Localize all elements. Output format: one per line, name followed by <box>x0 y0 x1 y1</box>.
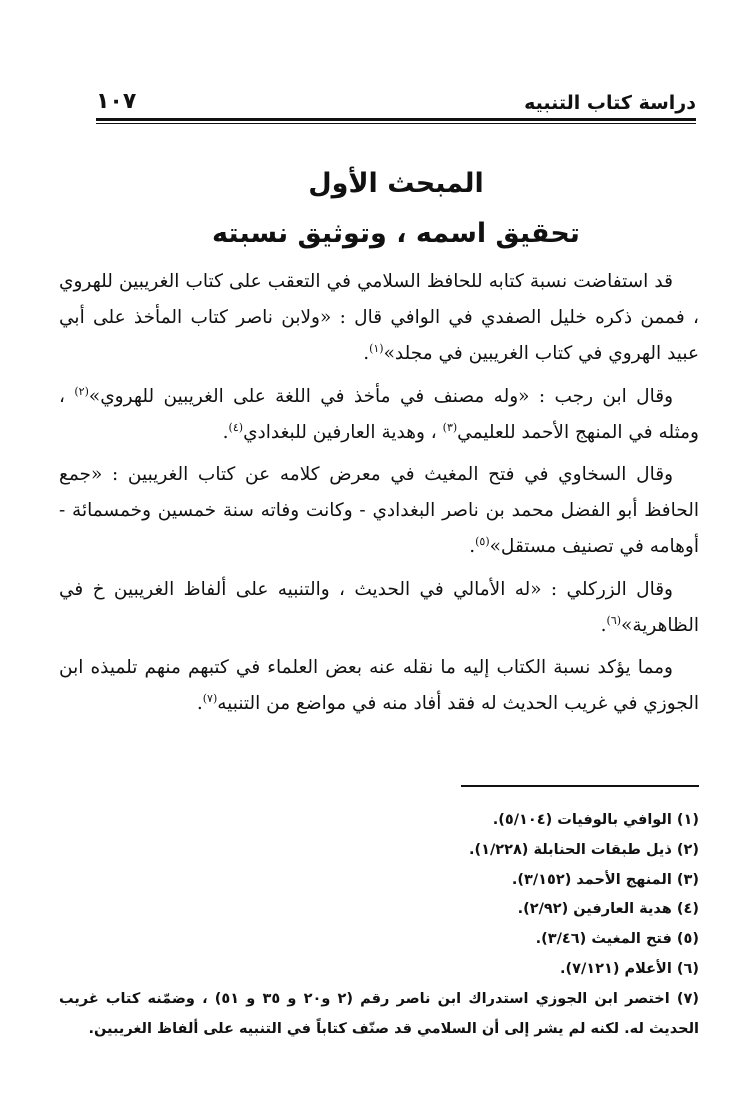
paragraph <box>59 572 699 644</box>
paragraph-tail: ، وهدية العارفين للبغدادي <box>243 421 443 443</box>
footnotes <box>59 806 699 1044</box>
footnote: (٦) الأعلام (٧/١٢١). <box>559 960 699 977</box>
paragraph <box>59 264 699 373</box>
footnote-ref: (٦) <box>606 613 622 627</box>
paragraph-text: وقال ابن رجب : «وله مصنف في مأخذ في اللغة على الغريبين للهروي» <box>88 385 673 407</box>
paragraph-tail: . <box>363 343 370 365</box>
paragraph-text: قد استفاضت نسبة كتابه للحافظ السلامي في التعقب على كتاب الغريبين للهروي ، فممن ذكره خليل الصفدي في الوافي قال : «ولابن ناصر كتاب المأخذ على أبي عبيد الهروي في كتاب الغريبين في مجلد» <box>59 271 699 365</box>
paragraph-text: وقال السخاوي في فتح المغيث في معرض كلامه عن كتاب الغريبين : «جمع الحافظ أبو الفضل محمد بن ناصر البغدادي - وكانت وفاته سنة خمسين وخمسمائة - أوهامه في تصنيف مستقل» <box>59 464 699 558</box>
header-rule-thin <box>96 123 696 124</box>
footnote: (١) الوافي بالوفيات (٥/١٠٤). <box>492 812 699 828</box>
page-number: ١٠٧ <box>96 89 137 114</box>
footnote-separator <box>461 785 699 787</box>
paragraph-text: وقال الزركلي : «له الأمالي في الحديث ، والتنبيه على ألفاظ الغريبين خ في الظاهرية» <box>59 578 699 636</box>
footnote-ref: (٤) <box>228 420 244 434</box>
footnote-ref: (١) <box>369 342 384 356</box>
footnote-ref: (٧) <box>202 692 218 706</box>
footnote: (٥) فتح المغيث (٣/٤٦). <box>535 931 699 948</box>
paragraph <box>59 379 699 451</box>
paragraph-text: ومما يؤكد نسبة الكتاب إليه ما نقله عنه بعض العلماء في كتبهم منهم تلميذه ابن الجوزي في غريب الحديث له فقد أفاد منه في مواضع من التنبيه <box>59 657 699 715</box>
section-title: تحقيق اسمه ، وتوثيق نسبته <box>212 218 580 249</box>
running-header <box>96 80 696 114</box>
paragraph-tail: . <box>222 421 229 443</box>
footnote: (٢) ذيل طبقات الحنابلة (١/٢٢٨). <box>468 841 699 858</box>
paragraph-tail: . <box>469 536 476 558</box>
paragraph-tail: . <box>196 693 203 715</box>
footnote: (٣) المنهج الأحمد (٣/١٥٢). <box>511 871 699 888</box>
paragraph-tail: ، ومثله في المنهج الأحمد للعليمي <box>59 385 699 443</box>
header-rule-thick <box>96 118 696 121</box>
paragraph <box>59 650 699 722</box>
footnote: (٧) اختصر ابن الجوزي استدراك ابن ناصر رقم (٢ و٢٠ و ٣٥ و ٥١) ، وضمّنه كتاب غريب الحديث له. لكنه لم يشر إلى أن السلامي قد صنّف كتاباً في التنبيه على ألفاظ الغريبين. <box>59 990 700 1037</box>
paragraph <box>59 457 699 566</box>
running-title: دراسة كتاب التنبيه <box>524 92 696 114</box>
footnote-ref: (٣) <box>442 420 458 434</box>
footnote-ref: (٢) <box>74 384 89 398</box>
footnote: (٤) هدية العارفين (٢/٩٢). <box>517 901 699 918</box>
section-heading: المبحث الأول <box>308 168 484 199</box>
footnote-ref: (٥) <box>475 535 490 549</box>
paragraph-tail: . <box>600 614 607 636</box>
body-text <box>59 264 699 728</box>
